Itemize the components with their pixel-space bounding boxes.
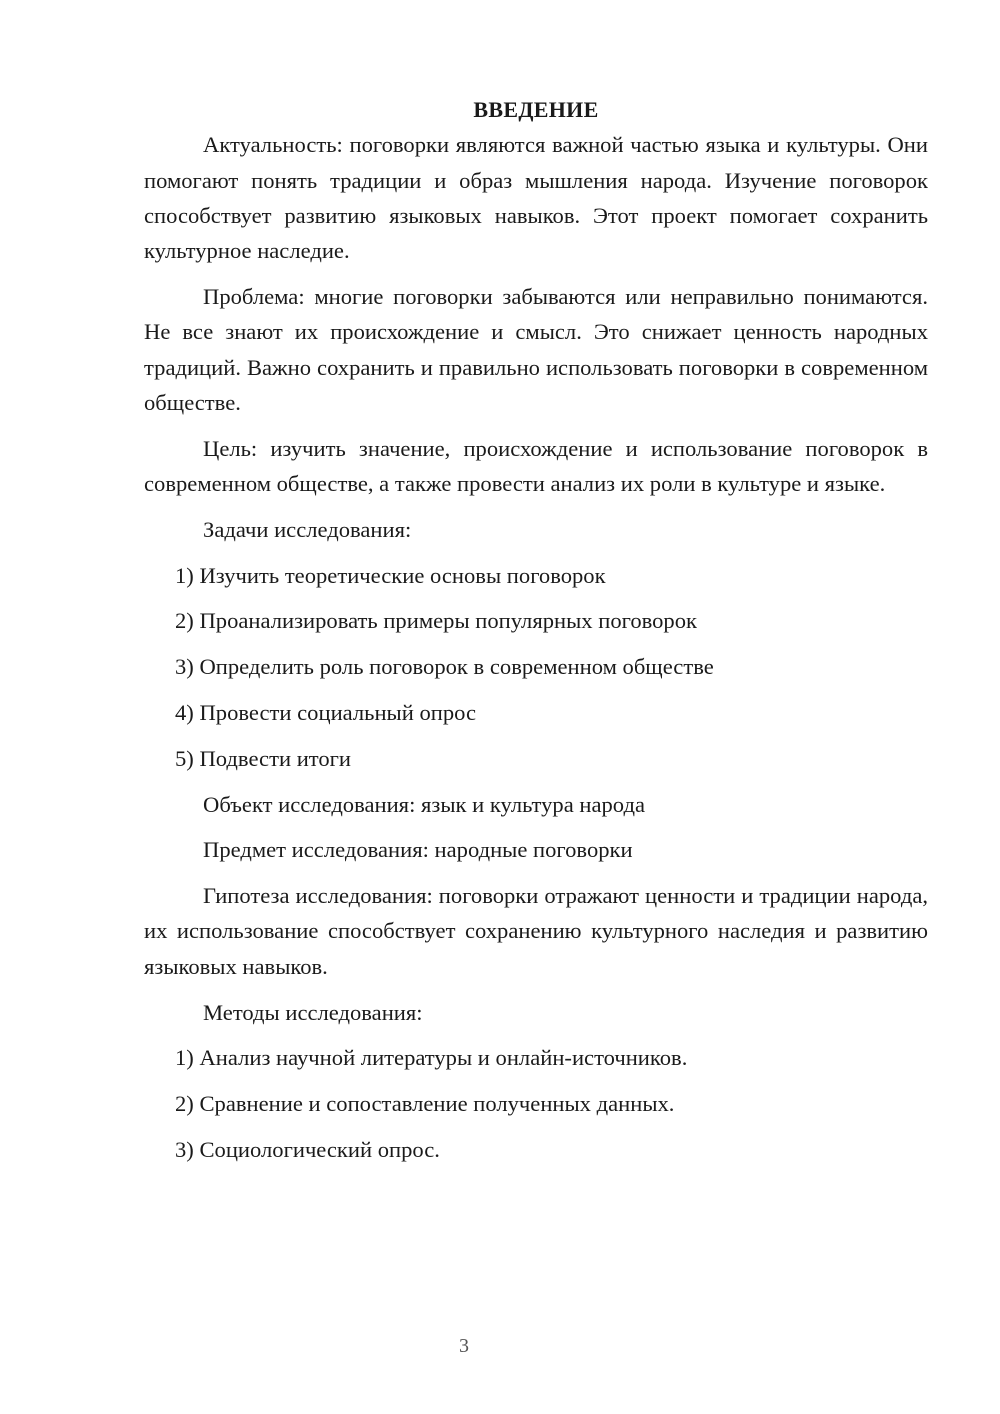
paragraph-spacer [144, 501, 928, 512]
list-spacer [144, 1030, 928, 1041]
list-spacer [144, 639, 928, 650]
paragraph-spacer [144, 984, 928, 995]
list-spacer [144, 547, 928, 558]
list-item: 3) Определить роль поговорок в современном обществе [175, 654, 714, 680]
relevance-paragraph: Актуальность: поговорки являются важной частью языка и культуры. Они помогают понять традиции и образ мышления народа. Изучение поговорок способствует развитию языковых навыков. Этот проект помогает сохранить культурное наследие. [144, 132, 928, 264]
page-number: 3 [459, 1335, 469, 1357]
list-spacer [144, 684, 928, 695]
paragraph-spacer [144, 268, 928, 279]
list-spacer [144, 868, 928, 879]
tasks-heading: Задачи исследования: [203, 516, 412, 542]
paragraph-spacer [144, 420, 928, 431]
list-spacer [144, 593, 928, 604]
document-body [144, 92, 928, 1167]
page-title: ВВЕДЕНИЕ [473, 97, 599, 122]
list-spacer [144, 822, 928, 833]
list-item: 1) Изучить теоретические основы поговорок [175, 562, 606, 588]
list-item: 5) Подвести итоги [175, 745, 352, 771]
methods-list [144, 1040, 928, 1167]
list-item: 1) Анализ научной литературы и онлайн-источников. [175, 1045, 688, 1071]
list-spacer [144, 776, 928, 787]
list-spacer [144, 1121, 928, 1132]
research-object: Объект исследования: язык и культура народа [203, 791, 645, 817]
list-item: 2) Сравнение и сопоставление полученных данных. [175, 1091, 675, 1117]
list-item: 4) Провести социальный опрос [175, 699, 477, 725]
problem-paragraph: Проблема: многие поговорки забываются или неправильно понимаются. Не все знают их происхождение и смысл. Это снижает ценность народных традиций. Важно сохранить и правильно использовать поговорки в современном обществе. [144, 283, 928, 415]
goal-paragraph: Цель: изучить значение, происхождение и использование поговорок в современном обществе, а также провести анализ их роли в культуре и языке. [144, 435, 928, 496]
methods-heading: Методы исследования: [203, 999, 423, 1025]
research-subject: Предмет исследования: народные поговорки [203, 837, 633, 863]
list-item: 3) Социологический опрос. [175, 1136, 440, 1162]
list-spacer [144, 730, 928, 741]
hypothesis-paragraph: Гипотеза исследования: поговорки отражают ценности и традиции народа, их использование способствует сохранению культурного наследия и развитию языковых навыков. [144, 883, 928, 979]
tasks-list [144, 558, 928, 776]
list-item: 2) Проанализировать примеры популярных поговорок [175, 608, 698, 634]
list-spacer [144, 1076, 928, 1087]
